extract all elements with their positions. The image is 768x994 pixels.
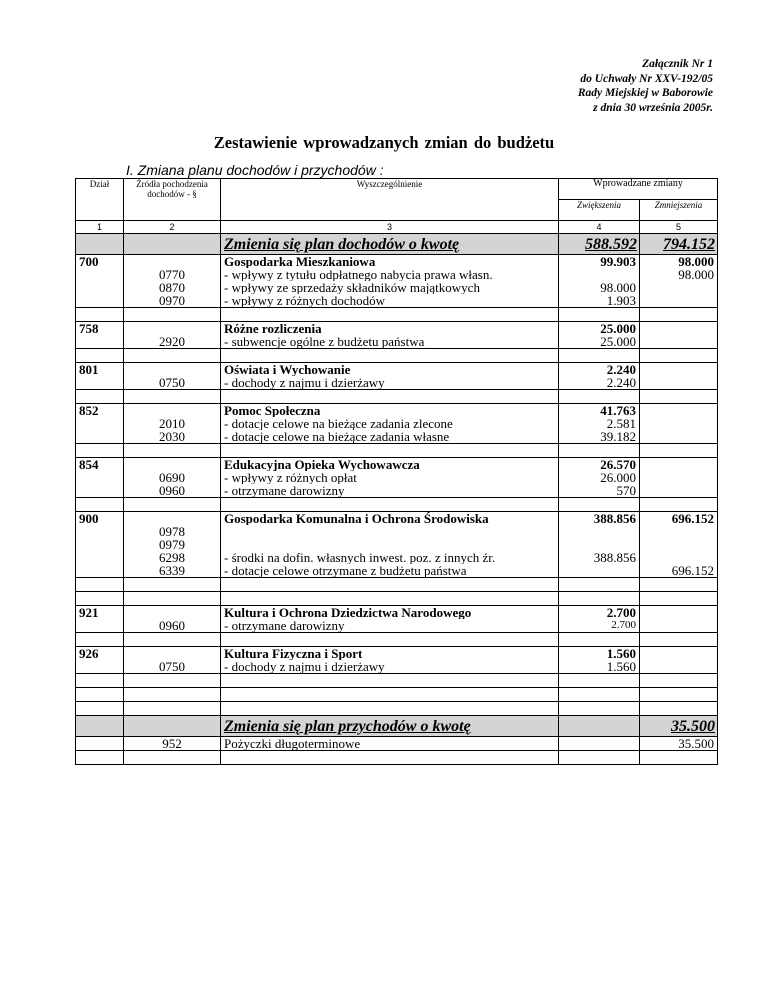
increase-cell: 99.903: [559, 255, 640, 269]
revenue-total-row: [76, 716, 718, 737]
desc-cell: - wpływy z tytułu odpłatnego nabycia prawa własn.: [221, 268, 559, 281]
code-cell: 0970: [124, 294, 221, 308]
code-cell: 6298: [124, 551, 221, 564]
table-row: [76, 430, 718, 444]
code-cell: 0750: [124, 376, 221, 390]
income-total-label: Zmienia się plan dochodów o kwotę: [224, 235, 460, 253]
dzial-cell: 801: [76, 363, 124, 377]
desc-cell: - otrzymane darowizny: [221, 619, 559, 633]
header-row: [76, 179, 718, 200]
dzial-cell: 700: [76, 255, 124, 269]
code-cell: 2010: [124, 417, 221, 430]
spacer-row: [76, 688, 718, 702]
income-total-increase: 588.592: [559, 234, 640, 255]
code-cell: 0690: [124, 471, 221, 484]
dzial-name: Gospodarka Mieszkaniowa: [221, 255, 559, 269]
table-row: [76, 255, 718, 269]
col-num: 2: [124, 221, 221, 234]
table-row: [76, 647, 718, 661]
table-row: [76, 281, 718, 294]
desc-cell: - dochody z najmu i dzierżawy: [221, 660, 559, 674]
dzial-name: Kultura i Ochrona Dziedzictwa Narodowego: [221, 606, 559, 620]
increase-cell: 388.856: [559, 551, 640, 564]
dzial-name: Kultura Fizyczna i Sport: [221, 647, 559, 661]
decrease-cell: 98.000: [640, 255, 718, 269]
decrease-cell: [640, 294, 718, 308]
code-cell: 0770: [124, 268, 221, 281]
dzial-cell: 926: [76, 647, 124, 661]
document-title: Zestawienie wprowadzanych zmian do budżetu: [213, 133, 555, 152]
increase-cell: [559, 268, 640, 281]
increase-cell: 25.000: [559, 322, 640, 336]
decrease-cell: 696.152: [640, 564, 718, 578]
annex-line: z dnia 30 września 2005r.: [593, 101, 713, 114]
increase-cell: 26.570: [559, 458, 640, 472]
table-row: [76, 538, 718, 551]
code-cell: 2030: [124, 430, 221, 444]
dzial-name: Oświata i Wychowanie: [221, 363, 559, 377]
desc-cell: - wpływy ze sprzedaży składników majątkowych: [221, 281, 559, 294]
table-row: [76, 322, 718, 336]
increase-cell: 26.000: [559, 471, 640, 484]
increase-cell: 2.700: [559, 606, 640, 620]
increase-cell: 41.763: [559, 404, 640, 418]
dzial-cell: 900: [76, 512, 124, 526]
desc-cell: - subwencje ogólne z budżetu państwa: [221, 335, 559, 349]
desc-cell: - dotacje celowe otrzymane z budżetu państwa: [221, 564, 559, 578]
header-wprowadzane: Wprowadzane zmiany: [559, 179, 718, 200]
desc-cell: - wpływy z różnych opłat: [221, 471, 559, 484]
code-cell: 6339: [124, 564, 221, 578]
table-row: [76, 363, 718, 377]
desc-cell: Pożyczki długoterminowe: [221, 737, 559, 751]
code-cell: 2920: [124, 335, 221, 349]
table-row: [76, 404, 718, 418]
annex-line: Rady Miejskiej w Baborowie: [577, 87, 713, 99]
increase-cell: 2.240: [559, 363, 640, 377]
decrease-cell: 35.500: [640, 737, 718, 751]
table-row: [76, 417, 718, 430]
table-row: [76, 268, 718, 281]
table-row: [76, 512, 718, 526]
decrease-cell: 98.000: [640, 268, 718, 281]
spacer-row: [76, 751, 718, 765]
increase-cell: 388.856: [559, 512, 640, 526]
code-cell: 0870: [124, 281, 221, 294]
desc-cell: - wpływy z różnych dochodów: [221, 294, 559, 308]
code-cell: 952: [124, 737, 221, 751]
revenue-total-decrease: 35.500: [640, 716, 718, 737]
dzial-cell: 758: [76, 322, 124, 336]
increase-cell: 98.000: [559, 281, 640, 294]
table-row: [76, 660, 718, 674]
dzial-name: Pomoc Społeczna: [221, 404, 559, 418]
dzial-cell: 921: [76, 606, 124, 620]
annex-note: [578, 57, 713, 115]
increase-cell: 1.560: [559, 660, 640, 674]
code-cell: 0979: [124, 538, 221, 551]
header-zwiekszenia: Zwiększenia: [559, 200, 640, 221]
header-zmniejszenia: Zmniejszenia: [640, 200, 718, 221]
spacer-row: [76, 390, 718, 404]
budget-table: [75, 178, 718, 765]
header-dzial: Dział: [76, 179, 124, 200]
increase-cell: 570: [559, 484, 640, 498]
desc-cell: - dotacje celowe na bieżące zadania zlecone: [221, 417, 559, 430]
dzial-cell: 852: [76, 404, 124, 418]
annex-line: Załącznik Nr 1: [642, 58, 713, 70]
code-cell: 0960: [124, 484, 221, 498]
table-row: [76, 376, 718, 390]
column-number-row: [76, 221, 718, 234]
spacer-row: [76, 592, 718, 606]
spacer-row: [76, 578, 718, 592]
table-row: [76, 525, 718, 538]
table-row: [76, 737, 718, 751]
table-row: [76, 471, 718, 484]
revenue-total-label: Zmienia się plan przychodów o kwotę: [224, 717, 471, 735]
dzial-name: Gospodarka Komunalna i Ochrona Środowiska: [221, 512, 559, 526]
table-row: [76, 564, 718, 578]
desc-cell: - dochody z najmu i dzierżawy: [221, 376, 559, 390]
header-zrodla: Źródła pochodzenia dochodów - §: [124, 179, 221, 221]
spacer-row: [76, 633, 718, 647]
spacer-row: [76, 349, 718, 363]
increase-cell: 39.182: [559, 430, 640, 444]
col-num: 5: [640, 221, 718, 234]
spacer-row: [76, 444, 718, 458]
table-row: [76, 606, 718, 620]
income-total-decrease: 794.152: [640, 234, 718, 255]
spacer-row: [76, 308, 718, 322]
table-row: [76, 551, 718, 564]
code-cell: 0960: [124, 619, 221, 633]
table-row: [76, 484, 718, 498]
dzial-name: Edukacyjna Opieka Wychowawcza: [221, 458, 559, 472]
col-num: 4: [559, 221, 640, 234]
decrease-cell: 696.152: [640, 512, 718, 526]
table-row: [76, 619, 718, 633]
annex-line: do Uchwały Nr XXV-192/05: [580, 72, 713, 85]
increase-cell: 2.240: [559, 376, 640, 390]
increase-cell: 25.000: [559, 335, 640, 349]
decrease-cell: [640, 281, 718, 294]
increase-cell: 2.581: [559, 417, 640, 430]
desc-cell: - otrzymane darowizny: [221, 484, 559, 498]
spacer-row: [76, 702, 718, 716]
col-num: 1: [76, 221, 124, 234]
col-num: 3: [221, 221, 559, 234]
table-row: [76, 294, 718, 308]
increase-cell: 1.560: [559, 647, 640, 661]
table-row: [76, 335, 718, 349]
desc-cell: - środki na dofin. własnych inwest. poz. z innych źr.: [221, 551, 559, 564]
spacer-row: [76, 498, 718, 512]
spacer-row: [76, 674, 718, 688]
table-row: [76, 458, 718, 472]
increase-cell: 2.700: [559, 619, 640, 633]
code-cell: 0978: [124, 525, 221, 538]
dzial-cell: 854: [76, 458, 124, 472]
increase-cell: 1.903: [559, 294, 640, 308]
desc-cell: - dotacje celowe na bieżące zadania własne: [221, 430, 559, 444]
dzial-name: Różne rozliczenia: [221, 322, 559, 336]
income-total-row: [76, 234, 718, 255]
code-cell: 0750: [124, 660, 221, 674]
header-wyszczegolnienie: Wyszczególnienie: [221, 179, 559, 221]
section-heading: I. Zmiana planu dochodów i przychodów :: [126, 162, 384, 178]
